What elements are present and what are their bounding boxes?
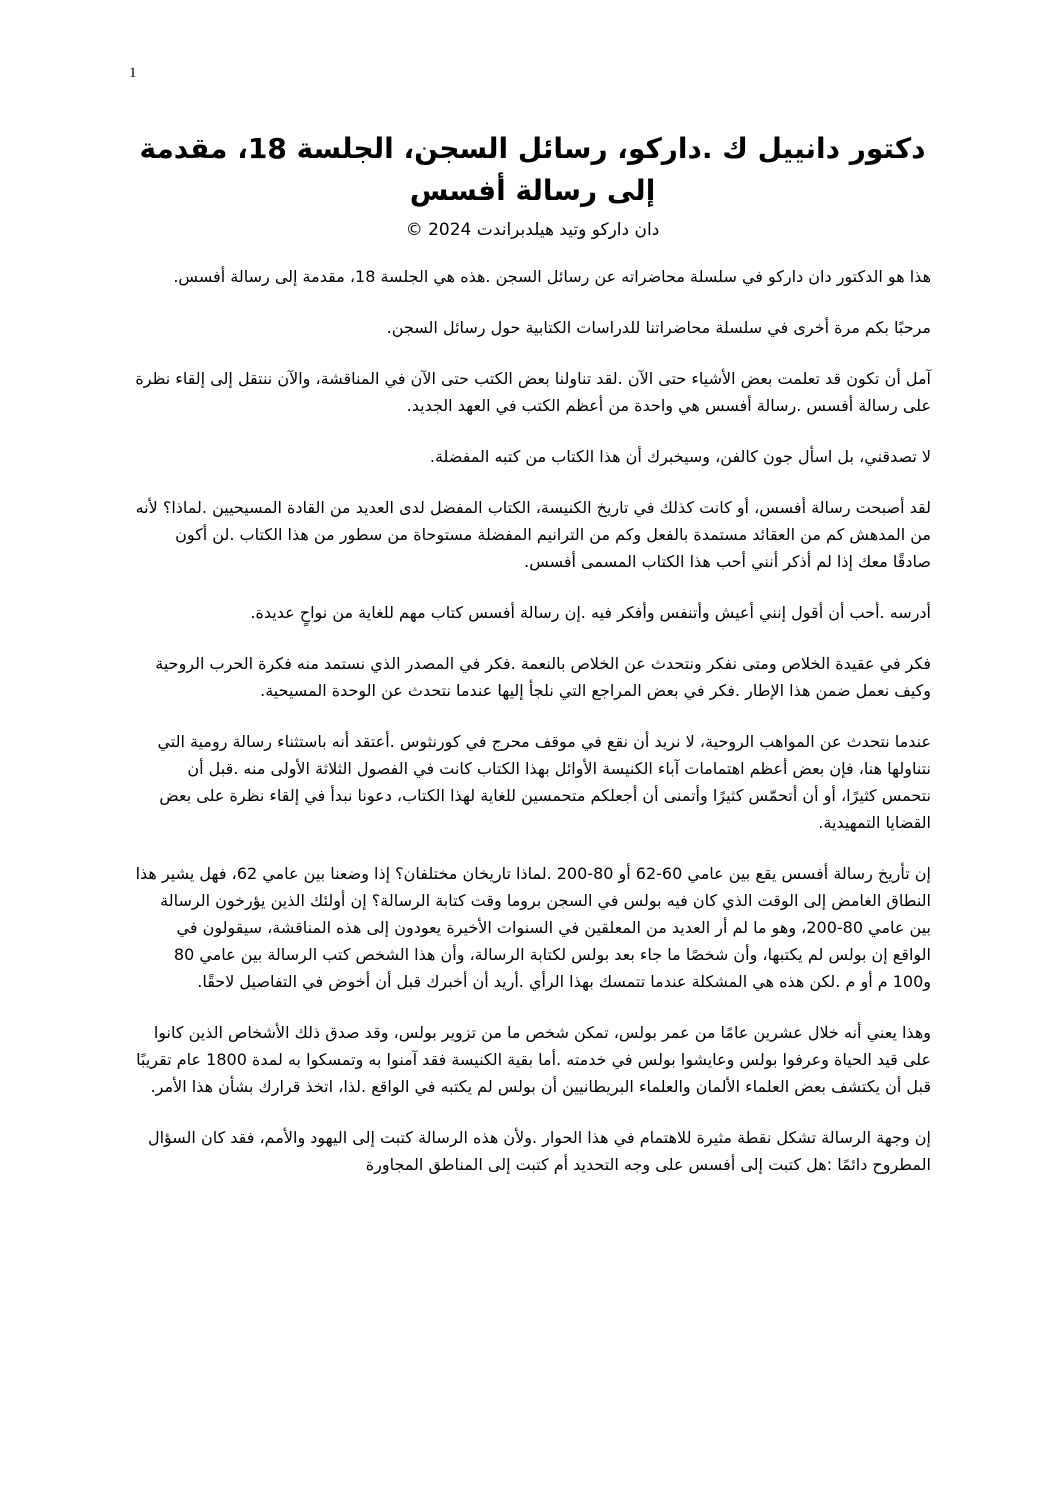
copyright-line: دان داركو وتيد هيلدبراندت 2024 © <box>405 220 660 240</box>
paragraph: هذا هو الدكتور دان داركو في سلسلة محاضراته عن رسائل السجن .هذه هي الجلسة 18، مقدمة إلى رسالة أفسس. <box>173 267 931 286</box>
paragraph: إن وجهة الرسالة تشكل نقطة مثيرة للاهتمام في هذا الحوار .ولأن هذه الرسالة كتبت إلى اليهود والأمم، فقد كان السؤال المطروح دائمًا :هل كتبت إلى أفسس على وجه التحديد أم كتبت إلى المناطق المجاورة <box>147 1128 931 1174</box>
paragraph: لا تصدقني، بل اسأل جون كالفن، وسيخبرك أن هذا الكتاب من كتبه المفضلة. <box>429 447 931 466</box>
paragraph: إن تأريخ رسالة أفسس يقع بين عامي 60-62 أو 80-200 .لماذا تاريخان مختلفان؟ إذا وضعنا بين عامي 62، فهل يشير هذا النطاق الغامض إلى الوقت الذي كان فيه بولس في السجن بروما وقت كتابة الرسالة؟ إن أولئك الذين يؤرخون الرسالة بين عامي 80-200، وهو ما لم أر العديد من المعلقين في السنوات الأخيرة يعودون إلى هذه المناقشة، سيقولون في الواقع إن بولس لم يكتبها، وأن شخصًا ما جاء بعد بولس لكتابة الرسالة، وأن هذا الشخص كتب الرسالة بين عامي 80 و100 م أو م .لكن هذه هي المشكلة عندما تتمسك بهذا الرأي .أريد أن أخبرك قبل أن أخوض في التفاصيل لاحقًا. <box>135 864 931 991</box>
document-title: دكتور دانييل ك .داركو، رسائل السجن، الجلسة 18، مقدمة إلى رسالة أفسس <box>139 132 926 207</box>
transcript-paragraphs <box>134 263 931 1178</box>
paragraph: آمل أن تكون قد تعلمت بعض الأشياء حتى الآن .لقد تناولنا بعض الكتب حتى الآن في المناقشة، والآن ننتقل إلى إلقاء نظرة على رسالة أفسس .رسالة أفسس هي واحدة من أعظم الكتب في العهد الجديد. <box>135 369 931 415</box>
paragraph: مرحبًا بكم مرة أخرى في سلسلة محاضراتنا للدراسات الكتابية حول رسائل السجن. <box>386 318 931 337</box>
page-number: 1 <box>129 65 137 81</box>
paragraph: وهذا يعني أنه خلال عشرين عامًا من عمر بولس، تمكن شخص ما من تزوير بولس، وقد صدق ذلك الأشخاص الذين كانوا على قيد الحياة وعرفوا بولس وعايشوا بولس في خدمته .أما بقية الكنيسة فقد آمنوا به وتمسكوا به لمدة 1800 عام تقريبًا قبل أن يكتشف بعض العلماء الألمان والعلماء البريطانيين أن بولس لم يكتبه في الواقع .لذا، اتخذ قرارك بشأن هذا الأمر. <box>136 1023 931 1096</box>
document-body <box>134 128 931 1202</box>
paragraph: أدرسه .أحب أن أقول إنني أعيش وأتنفس وأفكر فيه .إن رسالة أفسس كتاب مهم للغاية من نواحٍ عديدة. <box>250 603 931 622</box>
paragraph: عندما نتحدث عن المواهب الروحية، لا نريد أن نقع في موقف محرج في كورنثوس .أعتقد أنه باستثناء رسالة رومية التي نتناولها هنا، فإن بعض أعظم اهتمامات آباء الكنيسة الأوائل بهذا الكتاب كانت في الفصول الثلاثة الأولى منه .قبل أن نتحمس كثيرًا، أو أن أتحمّس كثيرًا وأتمنى أن أجعلكم متحمسين للغاية لهذا الكتاب، دعونا نبدأ في إلقاء نظرة على بعض القضايا التمهيدية. <box>157 732 931 832</box>
paragraph: فكر في عقيدة الخلاص ومتى نفكر ونتحدث عن الخلاص بالنعمة .فكر في المصدر الذي نستمد منه فكرة الحرب الروحية وكيف نعمل ضمن هذا الإطار .فكر في بعض المراجع التي نلجأ إليها عندما نتحدث عن الوحدة المسيحية. <box>155 654 931 700</box>
paragraph: لقد أصبحت رسالة أفسس، أو كانت كذلك في تاريخ الكنيسة، الكتاب المفضل لدى العديد من القادة المسيحيين .لماذا؟ لأنه من المدهش كم من العقائد مستمدة بالفعل وكم من الترانيم المفضلة مستوحاة من سطور من هذا الكتاب .لن أكون صادقًا معك إذا لم أذكر أنني أحب هذا الكتاب المسمى أفسس. <box>135 498 931 571</box>
